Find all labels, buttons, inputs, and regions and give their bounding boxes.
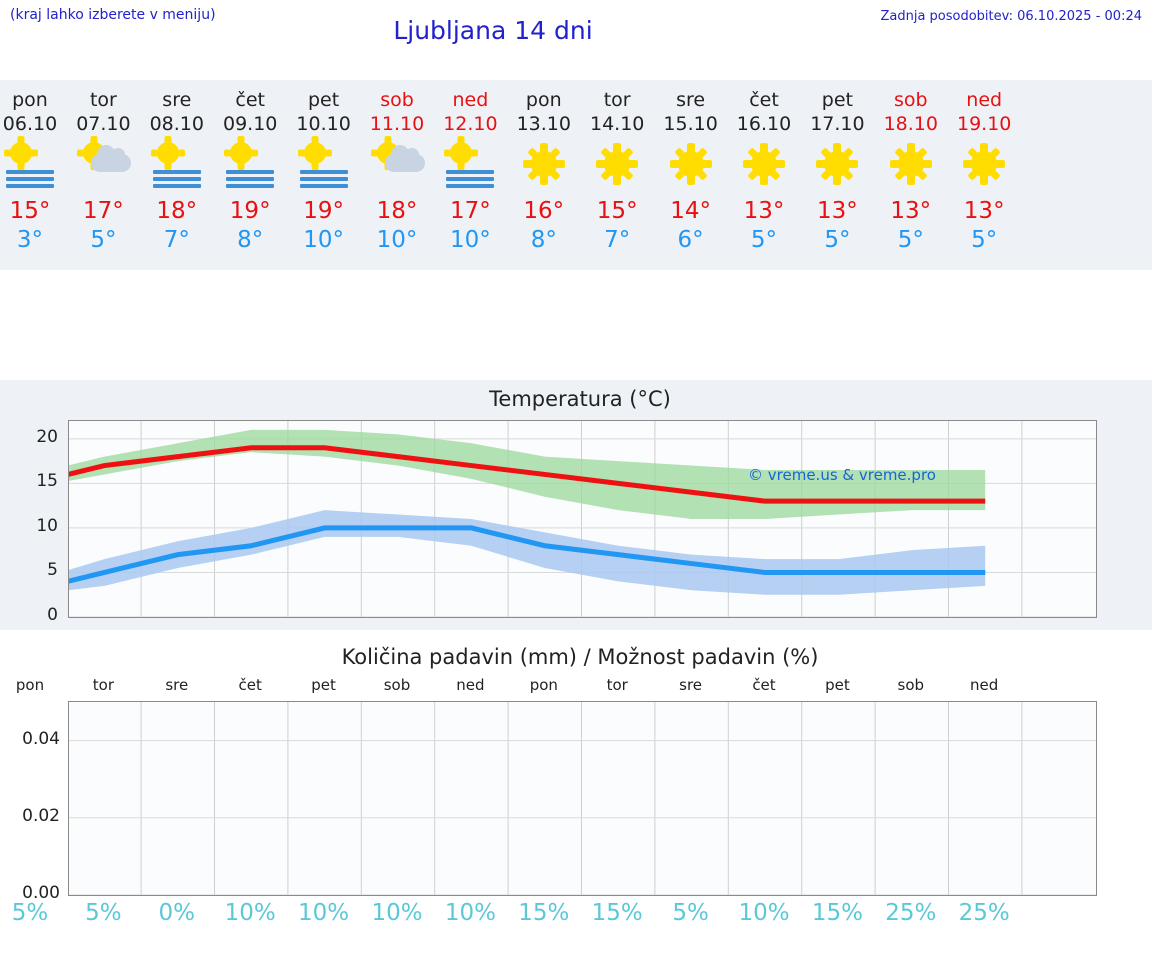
precip-day-label: pon bbox=[15, 676, 45, 694]
temp-min: 10° bbox=[376, 227, 418, 253]
day-date: 15.10 bbox=[663, 113, 718, 135]
temp-max: 13° bbox=[743, 198, 785, 224]
temp-min: 7° bbox=[604, 227, 631, 253]
day-date: 17.10 bbox=[810, 113, 865, 135]
precip-day-label: čet bbox=[752, 676, 776, 694]
temp-max: 17° bbox=[83, 198, 124, 224]
forecast-day-13[interactable] bbox=[872, 80, 950, 254]
precip-probability: 15% bbox=[518, 900, 570, 926]
forecast-day-10[interactable] bbox=[652, 80, 730, 254]
temp-min: 5° bbox=[750, 227, 778, 253]
temp-max: 15° bbox=[9, 198, 51, 224]
precip-probability: 15% bbox=[811, 900, 863, 926]
menu-hint: (kraj lahko izberete v meniju) bbox=[10, 7, 216, 23]
temperature-chart-title: Temperatura (°C) bbox=[489, 387, 671, 411]
day-date: 14.10 bbox=[589, 113, 645, 135]
precip-probability: 5% bbox=[85, 900, 122, 926]
weather-icon-wrap bbox=[431, 140, 509, 190]
day-date: 12.10 bbox=[443, 113, 498, 135]
precip-y-tick: 0.00 bbox=[22, 883, 60, 903]
sun-icon bbox=[732, 140, 796, 188]
precipitation-chart-title: Količina padavin (mm) / Možnost padavin (%) bbox=[341, 645, 819, 669]
day-date: 10.10 bbox=[296, 113, 351, 135]
sun-behind-rain-icon bbox=[145, 140, 209, 188]
temp-min: 5° bbox=[897, 227, 924, 253]
temp-max: 15° bbox=[596, 198, 638, 224]
forecast-day-2[interactable] bbox=[64, 80, 142, 254]
day-date: 16.10 bbox=[736, 113, 792, 135]
day-name: sob bbox=[380, 89, 414, 111]
sun-behind-cloud-icon bbox=[365, 140, 429, 188]
temp-max: 16° bbox=[523, 198, 565, 224]
day-name: pet bbox=[307, 89, 340, 111]
forecast-day-12[interactable] bbox=[798, 80, 876, 254]
day-name: pon bbox=[525, 89, 562, 111]
forecast-day-7[interactable] bbox=[431, 80, 509, 254]
weather-icon-wrap bbox=[138, 140, 216, 190]
weather-icon-wrap bbox=[285, 140, 363, 190]
day-name: sre bbox=[162, 89, 192, 111]
day-date: 09.10 bbox=[222, 113, 278, 135]
sun-behind-rain-icon bbox=[0, 140, 62, 188]
temp-y-tick: 20 bbox=[36, 426, 58, 447]
day-date: 07.10 bbox=[76, 113, 131, 135]
temperature-chart bbox=[68, 420, 1097, 618]
weather-icon-wrap bbox=[725, 140, 803, 190]
temp-max: 19° bbox=[303, 198, 344, 224]
precipitation-chart bbox=[68, 701, 1097, 896]
temp-max: 19° bbox=[229, 198, 271, 224]
day-date: 06.10 bbox=[2, 113, 58, 135]
temperature-plot bbox=[69, 421, 1096, 617]
temp-min: 3° bbox=[16, 227, 44, 253]
sun-icon bbox=[879, 140, 943, 188]
weather-icon-wrap bbox=[578, 140, 656, 190]
precip-day-label: tor bbox=[92, 676, 114, 694]
forecast-day-4[interactable] bbox=[211, 80, 289, 254]
temp-max: 13° bbox=[817, 198, 858, 224]
forecast-day-14[interactable] bbox=[945, 80, 1023, 254]
temp-min: 6° bbox=[677, 227, 704, 253]
weather-icon-wrap bbox=[505, 140, 583, 190]
precipitation-probability-row bbox=[0, 900, 1152, 936]
temp-min: 8° bbox=[237, 227, 264, 253]
sun-icon bbox=[659, 140, 723, 188]
day-name: pon bbox=[12, 89, 48, 111]
precip-day-label: pon bbox=[529, 676, 558, 694]
precip-probability: 0% bbox=[158, 900, 196, 926]
temp-max: 18° bbox=[156, 198, 198, 224]
page-title: Ljubljana 14 dni bbox=[393, 16, 593, 45]
forecast-day-3[interactable] bbox=[138, 80, 216, 254]
forecast-day-5[interactable] bbox=[285, 80, 363, 254]
weather-icon-wrap bbox=[64, 140, 142, 190]
precip-day-label: sob bbox=[897, 676, 925, 694]
temp-min: 10° bbox=[450, 227, 491, 253]
day-date: 11.10 bbox=[369, 113, 425, 135]
temp-min: 8° bbox=[530, 227, 557, 253]
forecast-day-1[interactable] bbox=[0, 80, 69, 254]
day-name: tor bbox=[603, 89, 631, 111]
precip-day-label: čet bbox=[238, 676, 262, 694]
sun-icon bbox=[585, 140, 649, 188]
temp-min: 5° bbox=[824, 227, 851, 253]
precip-day-label: pet bbox=[311, 676, 336, 694]
precipitation-x-axis bbox=[0, 676, 1152, 698]
precip-day-label: sob bbox=[383, 676, 411, 694]
weather-icon-wrap bbox=[211, 140, 289, 190]
temp-min: 5° bbox=[90, 227, 117, 253]
sun-icon bbox=[952, 140, 1016, 188]
precip-probability: 25% bbox=[885, 900, 937, 926]
temp-min: 10° bbox=[303, 227, 344, 253]
precip-day-label: sre bbox=[679, 676, 703, 694]
day-date: 08.10 bbox=[149, 113, 204, 135]
temp-min: 5° bbox=[971, 227, 998, 253]
temp-max: 18° bbox=[376, 198, 418, 224]
precip-probability: 5% bbox=[11, 900, 49, 926]
day-name: čet bbox=[749, 89, 779, 111]
temp-y-tick: 10 bbox=[36, 515, 58, 536]
precip-probability: 25% bbox=[958, 900, 1010, 926]
daily-forecast-strip bbox=[0, 80, 1152, 270]
day-date: 13.10 bbox=[516, 113, 571, 135]
temp-max: 14° bbox=[670, 198, 711, 224]
precip-probability: 10% bbox=[738, 900, 790, 926]
weather-icon-wrap bbox=[798, 140, 876, 190]
forecast-day-8[interactable] bbox=[505, 80, 583, 254]
day-date: 18.10 bbox=[883, 113, 938, 135]
temp-y-tick: 0 bbox=[47, 605, 58, 625]
credit-text: © vreme.us & vreme.pro bbox=[748, 466, 936, 484]
page-header bbox=[0, 0, 1152, 58]
precip-day-label: ned bbox=[970, 676, 999, 694]
precip-day-label: ned bbox=[456, 676, 485, 694]
weather-icon-wrap bbox=[872, 140, 950, 190]
precip-day-label: sre bbox=[165, 676, 189, 694]
precip-day-label: tor bbox=[606, 676, 628, 694]
precip-y-tick: 0.02 bbox=[22, 805, 60, 826]
temp-y-tick: 5 bbox=[47, 560, 58, 581]
day-name: sob bbox=[894, 89, 928, 111]
temp-max: 13° bbox=[963, 198, 1005, 224]
forecast-day-6[interactable] bbox=[358, 80, 436, 254]
day-name: tor bbox=[89, 89, 117, 111]
precip-probability: 5% bbox=[672, 900, 709, 926]
sun-icon bbox=[512, 140, 576, 188]
weather-icon-wrap bbox=[358, 140, 436, 190]
sun-behind-rain-icon bbox=[218, 140, 282, 188]
temp-max: 13° bbox=[890, 198, 932, 224]
precip-probability: 10% bbox=[371, 900, 423, 926]
day-name: ned bbox=[966, 89, 1003, 111]
precipitation-plot bbox=[69, 702, 1096, 895]
precip-y-tick: 0.04 bbox=[22, 728, 60, 749]
forecast-day-11[interactable] bbox=[725, 80, 803, 254]
forecast-day-9[interactable] bbox=[578, 80, 656, 254]
sun-icon bbox=[805, 140, 869, 188]
precip-probability: 10% bbox=[298, 900, 350, 926]
temp-max: 17° bbox=[450, 198, 491, 224]
day-name: pet bbox=[821, 89, 853, 111]
weather-icon-wrap bbox=[652, 140, 730, 190]
precip-day-label: pet bbox=[825, 676, 850, 694]
sun-behind-cloud-icon bbox=[71, 140, 135, 188]
sun-behind-rain-icon bbox=[292, 140, 356, 188]
precip-probability: 15% bbox=[591, 900, 643, 926]
temp-y-tick: 15 bbox=[36, 471, 58, 492]
precip-probability: 10% bbox=[224, 900, 276, 926]
temp-min: 7° bbox=[163, 227, 190, 253]
weather-icon-wrap bbox=[945, 140, 1023, 190]
sun-behind-rain-icon bbox=[438, 140, 502, 188]
day-date: 19.10 bbox=[956, 113, 1012, 135]
last-updated: Zadnja posodobitev: 06.10.2025 - 00:24 bbox=[880, 9, 1142, 24]
day-name: sre bbox=[676, 89, 706, 111]
day-name: čet bbox=[235, 89, 265, 111]
weather-icon-wrap bbox=[0, 140, 69, 190]
precip-probability: 10% bbox=[444, 900, 496, 926]
day-name: ned bbox=[452, 89, 489, 111]
